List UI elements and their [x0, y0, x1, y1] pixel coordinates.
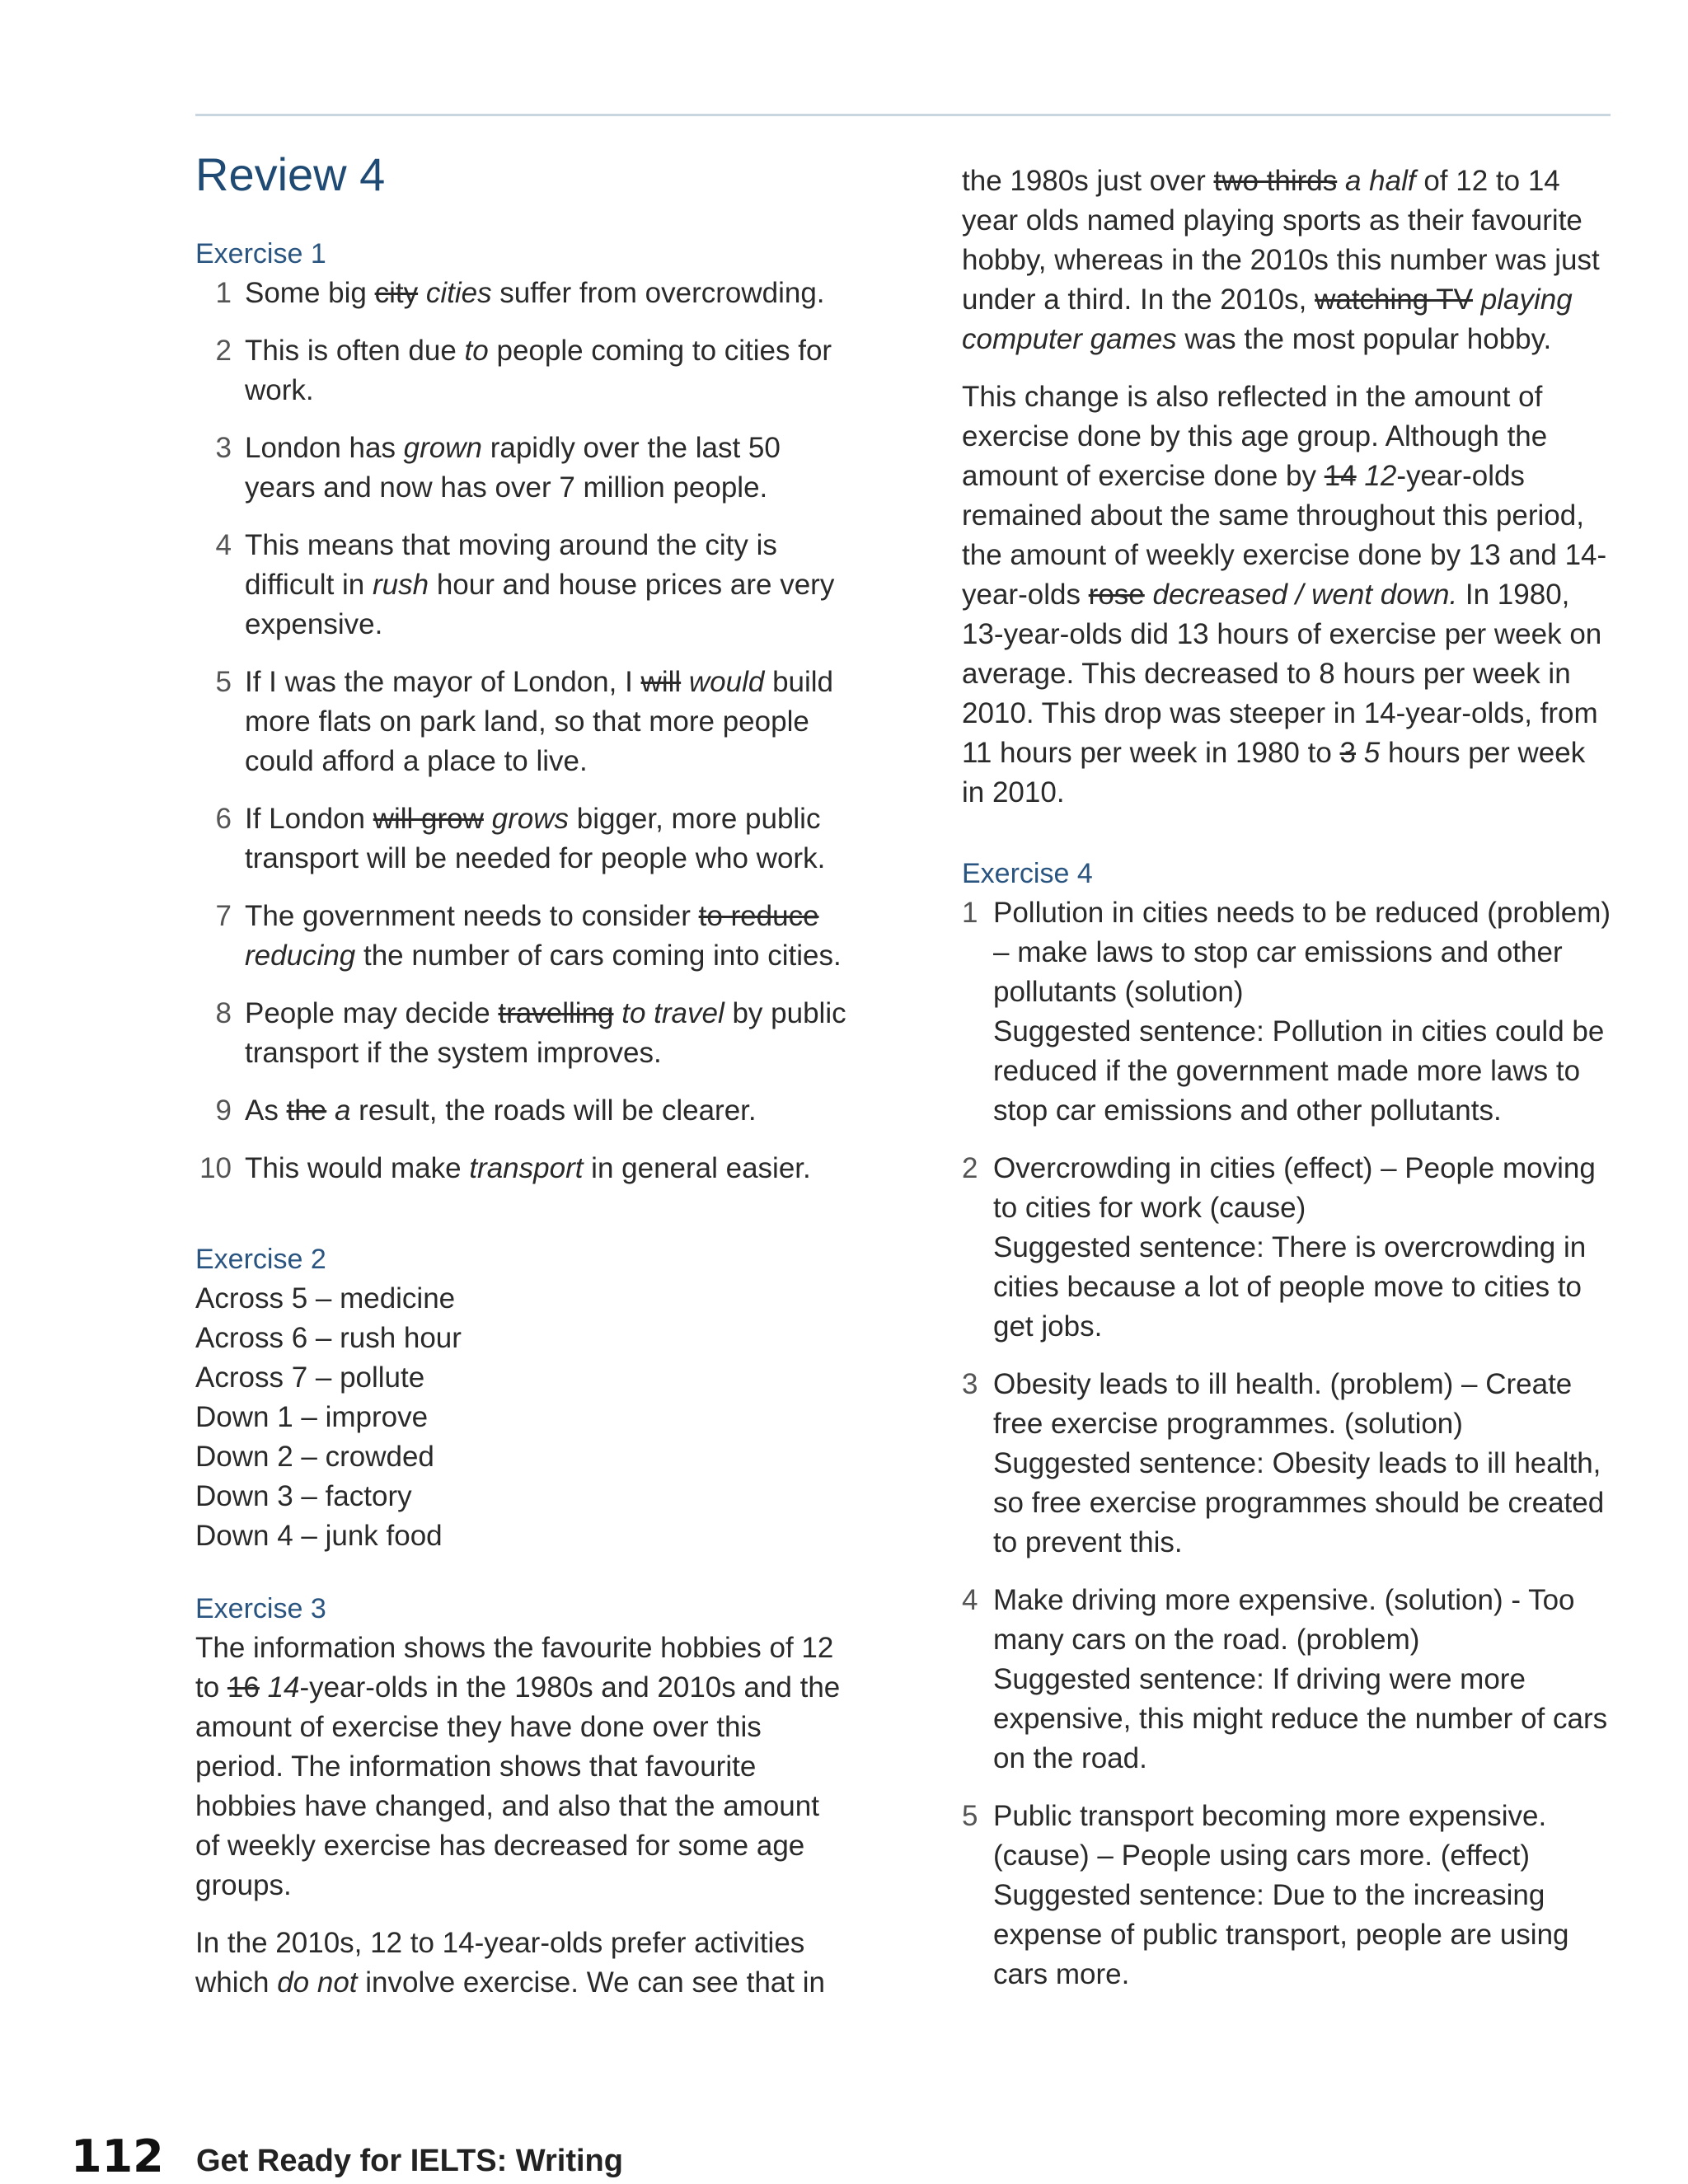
book-title: Get Ready for IELTS: Writing — [196, 2144, 623, 2178]
item-number: 3 — [215, 432, 232, 464]
right-column — [962, 162, 1613, 2013]
struck-text: travelling — [498, 997, 614, 1029]
exercise-1-item — [195, 331, 846, 410]
correction: reducing — [245, 940, 356, 972]
crossword-answer: Across 5 – medicine — [195, 1282, 456, 1315]
item-number: 4 — [962, 1584, 978, 1616]
exercise-4-heading: Exercise 4 — [962, 858, 1093, 889]
header-rule — [195, 114, 1611, 116]
text — [326, 1094, 335, 1127]
text: If London — [245, 803, 373, 835]
text: bigger, more public transport will be needed for people who work. — [245, 803, 826, 874]
correction: to — [464, 335, 489, 367]
page-footer — [71, 2130, 623, 2182]
text: suffer from overcrowding. — [491, 277, 825, 309]
text: by public transport if the system improves. — [245, 997, 846, 1069]
exercise-1-item — [195, 1149, 846, 1188]
crossword-answer: Down 1 – improve — [195, 1401, 429, 1433]
text: the number of cars coming into cities. — [355, 940, 842, 972]
struck-text: to reduce — [698, 900, 819, 932]
crossword-answer: Down 2 – crowded — [195, 1441, 434, 1473]
correction: to travel — [621, 997, 724, 1029]
prompt-text: Overcrowding in cities (effect) – People moving to cities for work (cause) — [993, 1152, 1596, 1224]
text: build more flats on park land, so that more people could afford a place to live. — [245, 666, 834, 777]
struck-text: city — [374, 277, 419, 309]
correction: grown — [403, 432, 482, 464]
crossword-answer: Across 6 – rush hour — [195, 1322, 462, 1354]
item-number: 4 — [215, 529, 232, 561]
correction: 12 — [1364, 460, 1397, 492]
item-number: 1 — [215, 277, 232, 309]
text: people coming to cities for work. — [245, 335, 832, 406]
struck-text: rose — [1088, 579, 1145, 611]
struck-text: watching TV — [1315, 284, 1474, 316]
crossword-answer: Across 7 – pollute — [195, 1361, 425, 1394]
exercise-1-item — [195, 897, 846, 976]
exercise-1-item — [195, 994, 846, 1073]
correction: grows — [491, 803, 570, 835]
correction: cities — [425, 277, 492, 309]
item-number: 3 — [962, 1368, 978, 1400]
exercise-3-paragraph-2-cont — [962, 162, 1613, 359]
text — [614, 997, 622, 1029]
text — [484, 803, 492, 835]
exercise-1-item — [195, 429, 846, 508]
struck-text: will — [640, 666, 682, 698]
exercise-1-item — [195, 274, 846, 313]
crossword-answer: Down 3 – factory — [195, 1480, 412, 1512]
page-number: 112 — [71, 2130, 164, 2182]
correction: rush — [373, 569, 429, 601]
text: was the most popular hobby. — [1176, 323, 1552, 355]
item-number: 2 — [962, 1152, 978, 1184]
item-number: 2 — [215, 335, 232, 367]
suggested-sentence: Suggested sentence: Due to the increasing expense of public transport, people are using cars more. — [993, 1879, 1569, 1990]
text — [418, 277, 426, 309]
correction: a half — [1344, 165, 1416, 197]
correction: 5 — [1363, 737, 1381, 769]
text: hour and house prices are very expensive. — [245, 569, 835, 640]
text: of 12 to 14 year olds named playing sports as their favourite hobby, whereas in the 2010s this number was just under a third. In the 2010s, — [962, 165, 1600, 316]
exercise-3-paragraph-1 — [195, 1629, 846, 1905]
struck-text: 14 — [1324, 460, 1357, 492]
suggested-sentence: Suggested sentence: If driving were more expensive, this might reduce the number of cars on the road. — [993, 1663, 1608, 1774]
text — [681, 666, 689, 698]
exercise-4-item — [962, 1797, 1613, 1994]
item-number: 10 — [199, 1152, 232, 1184]
text: People may decide — [245, 997, 499, 1029]
item-number: 1 — [962, 897, 978, 929]
suggested-sentence: Suggested sentence: Pollution in cities could be reduced if the government made more laws to stop car emissions and other pollutants. — [993, 1015, 1605, 1127]
text: This change is also reflected in the amount of exercise done by this age group. Although the amount of exercise done by — [962, 381, 1548, 492]
exercise-1-item — [195, 663, 846, 781]
text: hours per week in 2010. — [962, 737, 1586, 808]
exercise-3-paragraph-3 — [962, 377, 1613, 813]
text: The government needs to consider — [245, 900, 699, 932]
exercise-2-heading: Exercise 2 — [195, 1244, 326, 1275]
page-title: Review 4 — [195, 148, 386, 200]
correction: would — [688, 666, 765, 698]
correction: a — [334, 1094, 351, 1127]
text: This is often due — [245, 335, 465, 367]
prompt-text: Public transport becoming more expensive. (cause) – People using cars more. (effect) — [993, 1800, 1547, 1872]
prompt-text: Make driving more expensive. (solution) - Too many cars on the road. (problem) — [993, 1584, 1575, 1656]
text: involve exercise. We can see that in — [357, 1966, 825, 1999]
exercise-3-paragraph-2-start — [195, 1924, 846, 2003]
item-number: 5 — [962, 1800, 978, 1832]
left-column — [195, 148, 846, 2021]
exercise-1-item — [195, 1091, 846, 1131]
crossword-answer: Down 4 – junk food — [195, 1520, 443, 1552]
exercise-1-item — [195, 526, 846, 644]
item-number: 7 — [215, 900, 232, 932]
correction: 14 — [267, 1671, 300, 1704]
text: This means that moving around the city is difficult in — [245, 529, 777, 601]
text: -year-olds in the 1980s and 2010s and the amount of exercise they have done over this period. The information shows that favourite hobbies have changed, and also that the amount of weekly exercise has decreased for some age groups. — [195, 1671, 841, 1901]
struck-text: will grow — [373, 803, 484, 835]
exercise-4-list — [962, 893, 1613, 1994]
struck-text: 3 — [1339, 737, 1357, 769]
correction: transport — [469, 1152, 584, 1184]
item-number: 8 — [215, 997, 232, 1029]
exercise-4-item — [962, 1149, 1613, 1347]
text: The information shows the favourite hobbies of 12 to — [195, 1632, 834, 1704]
correction: decreased / went down. — [1152, 579, 1458, 611]
text: In 1980, 13-year-olds did 13 hours of exercise per week on average. This decreased to 8 hours per week in 2010. This drop was steeper in 14-year-olds, from 11 hours per week in 1980 to — [962, 579, 1602, 769]
item-number: 5 — [215, 666, 232, 698]
prompt-text: Pollution in cities needs to be reduced (problem) – make laws to stop car emissions and other pollutants (solution) — [993, 897, 1611, 1008]
struck-text: two thirds — [1213, 165, 1338, 197]
text: As — [245, 1094, 287, 1127]
emphasis: do not — [277, 1966, 358, 1999]
exercise-1-heading: Exercise 1 — [195, 238, 326, 269]
text: rapidly over the last 50 years and now has over 7 million people. — [245, 432, 781, 504]
suggested-sentence: Suggested sentence: Obesity leads to ill health, so free exercise programmes should be created to prevent this. — [993, 1447, 1605, 1558]
text: In the 2010s, 12 to 14-year-olds prefer activities which — [195, 1927, 805, 1999]
exercise-4-item — [962, 893, 1613, 1131]
struck-text: the — [286, 1094, 327, 1127]
exercise-1-list — [195, 274, 846, 1188]
struck-text: 16 — [227, 1671, 260, 1704]
item-number: 6 — [215, 803, 232, 835]
suggested-sentence: Suggested sentence: There is overcrowding in cities because a lot of people move to cities to get jobs. — [993, 1231, 1587, 1343]
text: If I was the mayor of London, I — [245, 666, 641, 698]
text: London has — [245, 432, 404, 464]
exercise-4-item — [962, 1365, 1613, 1563]
exercise-2-answers — [195, 1279, 846, 1556]
text: Some big — [245, 277, 375, 309]
exercise-1-item — [195, 799, 846, 879]
item-number: 9 — [215, 1094, 232, 1127]
text: the 1980s just over — [962, 165, 1214, 197]
exercise-4-item — [962, 1581, 1613, 1779]
text: -year-olds remained about the same throughout this period, the amount of weekly exercise done by 13 and 14-year-olds — [962, 460, 1607, 611]
correction: playing computer games — [962, 284, 1573, 355]
text: This would make — [245, 1152, 470, 1184]
text: in general easier. — [583, 1152, 811, 1184]
prompt-text: Obesity leads to ill health. (problem) – Create free exercise programmes. (solution) — [993, 1368, 1573, 1440]
exercise-3-heading: Exercise 3 — [195, 1593, 326, 1624]
text: result, the roads will be clearer. — [350, 1094, 757, 1127]
